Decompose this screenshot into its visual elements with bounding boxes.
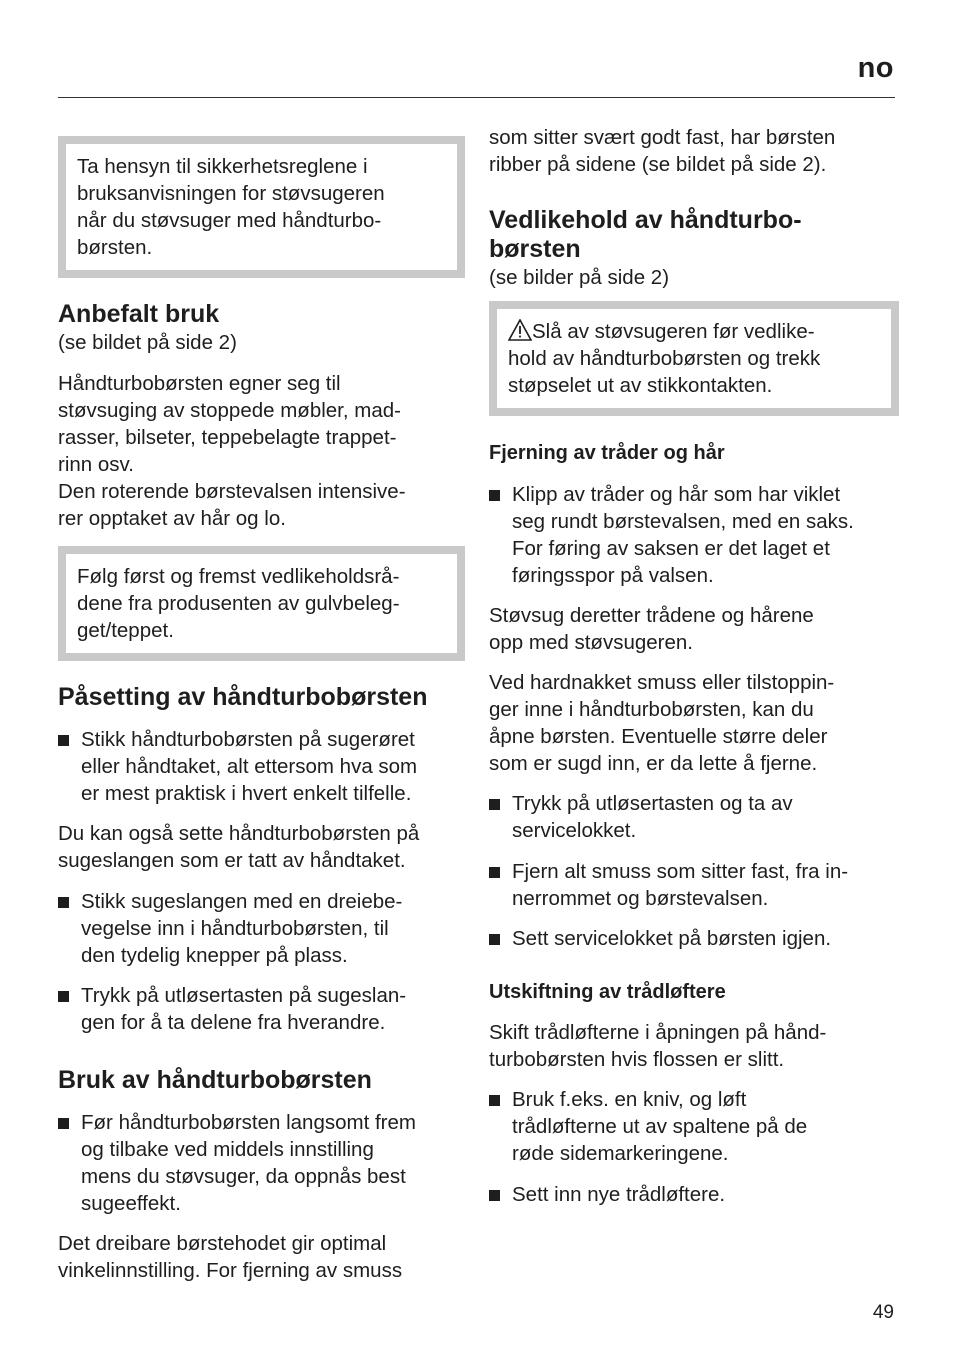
bullet-list-fjerning-1 (489, 481, 899, 589)
language-code: no (857, 52, 894, 84)
subsection-title-utskiftning: Utskiftning av trådløftere (489, 981, 726, 1003)
list-item: Trykk på utløsertasten på sugeslan- gen for å ta delene fra hverandre. (58, 982, 465, 1036)
subsection-title-fjerning: Fjerning av tråder og hår (489, 442, 725, 464)
section-title-pasetting: Påsetting av håndturbobørsten (58, 683, 428, 711)
paragraph-bruk-1: Det dreibare børstehodet gir optimal vinkelinnstilling. For fjerning av smuss (58, 1232, 403, 1282)
right-column (489, 124, 899, 1208)
paragraph-fjerning-1: Støvsug deretter trådene og hårene opp med støvsugeren. (489, 604, 814, 654)
paragraph-anbefalt-2: Den roterende børstevalsen intensive- rer opptaket av hår og lo. (58, 480, 406, 530)
safety-notice-text: Ta hensyn til sikkerhetsreglene i bruksanvisningen for støvsugeren når du støvsuger med håndturbo- børsten. (77, 155, 385, 259)
bullet-list-pasetting-2 (58, 888, 465, 1036)
list-item: Sett servicelokket på børsten igjen. (489, 925, 899, 952)
section-ref-vedlikehold: (se bilder på side 2) (489, 266, 670, 289)
section-title-bruk: Bruk av håndturbobørsten (58, 1066, 372, 1094)
page-number: 49 (872, 1302, 894, 1323)
section-title-vedlikehold: Vedlikehold av håndturbo- børsten (489, 206, 802, 263)
section-title-anbefalt: Anbefalt bruk (58, 300, 220, 328)
paragraph-anbefalt-1: Håndturbobørsten egner seg til støvsuging av stoppede møbler, mad- rasser, bilseter, teppebelagte trappet- rinn osv. (58, 372, 401, 476)
list-item: Stikk håndturbobørsten på sugerøret eller håndtaket, alt ettersom hva som er mest praktisk i hvert enkelt tilfelle. (58, 726, 465, 807)
left-column (58, 124, 465, 1284)
list-item: Trykk på utløsertasten og ta av servicelokket. (489, 790, 899, 844)
paragraph-pasetting-1: Du kan også sette håndturbobørsten på sugeslangen som er tatt av håndtaket. (58, 822, 420, 872)
list-item: Klipp av tråder og hår som har viklet seg rundt børstevalsen, med en saks. For føring av saksen er det laget et føringsspor på valsen. (489, 481, 899, 589)
safety-notice-box (58, 136, 465, 278)
bullet-list-pasetting-1 (58, 726, 465, 807)
care-notice-box (58, 546, 465, 661)
list-item: Før håndturbobørsten langsomt frem og tilbake ved middels innstilling mens du støvsuger, da oppnås best sugeeffekt. (58, 1109, 465, 1217)
list-item: Bruk f.eks. en kniv, og løft trådløfterne ut av spaltene på de røde sidemarkeringene. (489, 1086, 899, 1167)
bullet-list-fjerning-2 (489, 790, 899, 952)
bullet-list-utskiftning (489, 1086, 899, 1208)
paragraph-continue: som sitter svært godt fast, har børsten ribber på sidene (se bildet på side 2). (489, 126, 836, 176)
paragraph-utskiftning-1: Skift trådløfterne i åpningen på hånd- turbobørsten hvis flossen er slitt. (489, 1021, 827, 1071)
warning-triangle-icon (508, 319, 532, 341)
warning-notice-box (489, 301, 899, 416)
warning-notice-text: Slå av støvsugeren før vedlike- hold av håndturbobørsten og trekk støpselet ut av stikkontakten. (508, 320, 821, 397)
care-notice-text: Følg først og fremst vedlikeholdsrå- dene fra produsenten av gulvbeleg- get/teppet. (77, 565, 400, 642)
section-ref-anbefalt: (se bildet på side 2) (58, 331, 237, 354)
bullet-list-bruk (58, 1109, 465, 1217)
list-item: Fjern alt smuss som sitter fast, fra in- nerrommet og børstevalsen. (489, 858, 899, 912)
list-item: Stikk sugeslangen med en dreiebe- vegelse inn i håndturbobørsten, til den tydelig knepper på plass. (58, 888, 465, 969)
list-item: Sett inn nye trådløftere. (489, 1181, 899, 1208)
paragraph-fjerning-2: Ved hardnakket smuss eller tilstoppin- ger inne i håndturbobørsten, kan du åpne børsten. Eventuelle større deler som er sugd inn, er da lette å fjerne. (489, 671, 835, 775)
header-divider (58, 97, 895, 98)
